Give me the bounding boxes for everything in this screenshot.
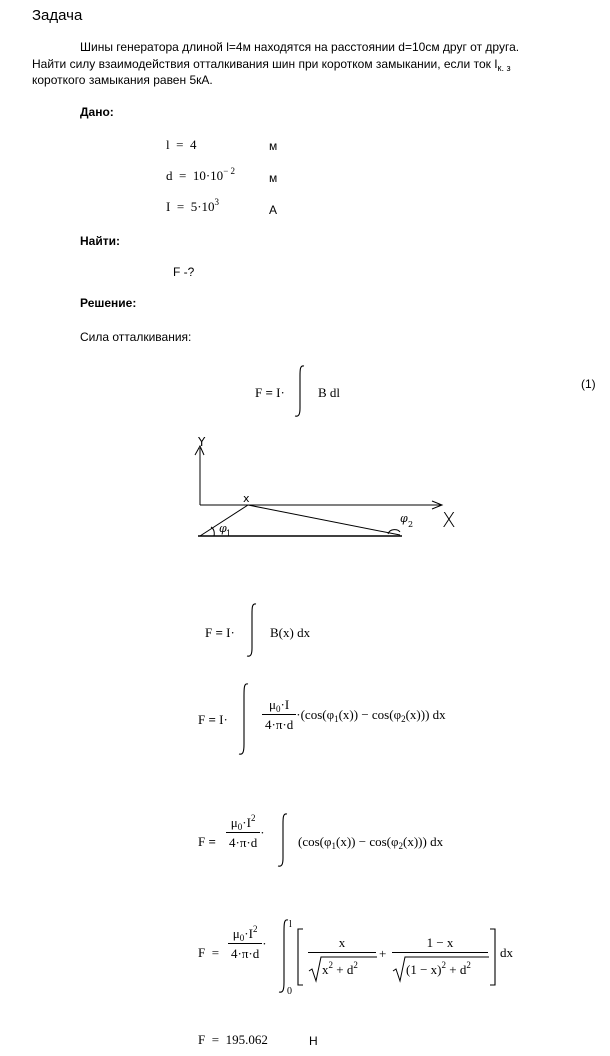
given-length-unit: м [269,139,278,153]
solution-intro: Сила отталкивания: [80,330,192,344]
solution-heading: Решение: [80,296,137,310]
integral-sign-1 [293,364,307,418]
page-title: Задача [32,7,83,24]
equation-5-fraction: $\frac{\mu_0\cdot I^2}{4\cdot\pi\cdot d}$ · [228,926,267,962]
given-distance: $d = 10\cdot 10^{- 2}$ [166,166,236,183]
equation-2: F = I· [205,625,235,640]
problem-line-3: короткого замыкания равен 5кА. [32,73,213,87]
line-to-right [248,505,400,535]
given-distance-unit: м [269,171,278,185]
right-bracket [489,928,497,986]
integral-sign-4 [276,812,290,868]
equation-3-fraction: $\frac{\mu_0\cdot I}{4\cdot\pi\cdot d}$ [262,697,296,733]
phi1-sub: 1 [226,529,232,538]
point-label: x [243,492,250,505]
problem-line-2: Найти силу взаимодействия отталкивания шин при коротком замыкании, если ток $I_{к. з}$ [32,57,511,73]
given-current: $I = 5\cdot 10^3$ [166,197,220,214]
given-heading: Дано: [80,105,114,119]
equation-5-lhs: F = [198,945,220,960]
given-current-unit: А [269,203,278,217]
find-heading: Найти: [80,234,120,248]
integral-sign-3 [237,682,251,756]
result-unit: Н [309,1034,318,1048]
term-2-bar [392,952,488,953]
x-axis-label: X [442,508,456,532]
phi2-label: φ [400,512,408,525]
equation-3-body: $\frac{\mu_0\cdot I}{4\cdot\pi\cdot d}$ $\cdot(\cos(\varphi_1(x)) - \cos(\varphi_2(x)))$ dx [262,697,446,733]
equation-2-integrand: B(x) dx [270,625,311,640]
equation-4-lhs: F = [198,834,216,849]
left-bracket [296,928,304,986]
phi2-sub: 2 [408,520,414,529]
integral-lower-limit: 0 [287,986,292,997]
equation-4-body: $(\cos(\varphi_1(x)) - \cos(\varphi_2(x)))$ dx [298,834,444,851]
current-subscript: к. з [497,63,511,73]
geometry-sketch [180,430,470,545]
term-2-numerator: 1 − x [426,935,454,950]
term-1-denominator: $x^2 + d^2$ [322,960,358,977]
term-2-denominator: $(1 - x)^2 + d^2$ [406,960,471,977]
equation-number: (1) [581,377,596,391]
find-value: F -? [173,265,195,279]
equation-1: F = I· [255,385,285,400]
term-1-bar [308,952,376,953]
phi1-label: φ [219,522,227,535]
equation-5-dx: dx [500,945,513,960]
given-length: l = 4 [166,137,197,152]
term-1-numerator: x [338,935,346,950]
y-axis-label: Y [198,435,206,449]
equation-4-fraction: $\frac{\mu_0\cdot I^2}{4\cdot\pi\cdot d}$ · [226,815,265,851]
plus-sign: + [379,946,387,961]
problem-line-1: Шины генератора длиной l=4м находятся на расстоянии d=10см друг от друга. [80,40,520,54]
equation-3-lhs: F = I· [198,712,228,727]
integral-upper-limit: l [289,919,292,930]
result: F = 195.062 [198,1032,268,1047]
equation-1-integrand: B dl [318,385,341,400]
integral-sign-2 [245,602,259,658]
